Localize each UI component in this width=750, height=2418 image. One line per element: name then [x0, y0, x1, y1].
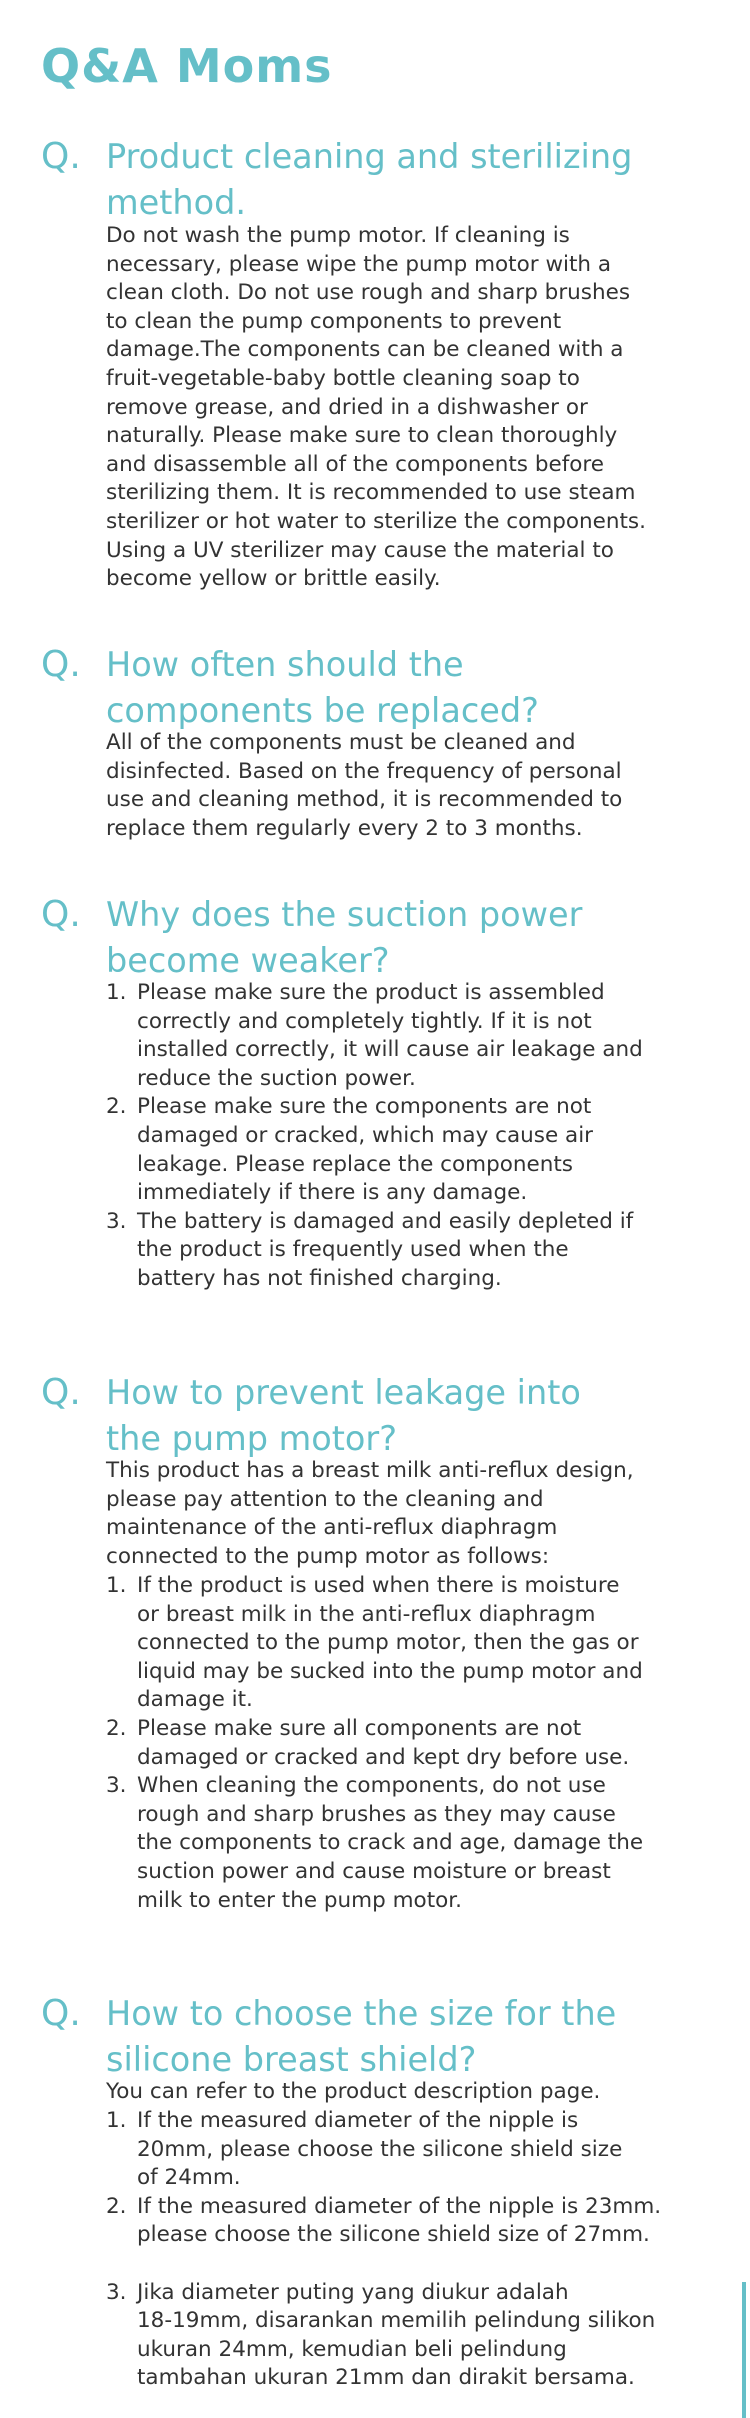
page-title: Q&A Moms	[41, 39, 333, 93]
list-item-number: 3.	[106, 2279, 127, 2305]
list-item-text: Please make sure all components are not damaged or cracked and kept dry before use.	[137, 1715, 630, 1770]
list-item-text: When cleaning the components, do not use rough and sharp brushes as they may cause the components to crack and age, damage the suction power and cause moisture or breast milk to enter the pump motor.	[137, 1773, 644, 1913]
list-item-text: Jika diameter puting yang diukur adalah 18-19mm, disarankan memilih pelindung silikon ukuran 24mm, kemudian beli pelindung tambahan ukuran 21mm dan dirakit bersama.	[137, 2279, 656, 2391]
list-item-text: If the measured diameter of the nipple is 23mm. please choose the silicone shield size of 27mm.	[137, 2193, 662, 2248]
side-accent-bar	[742, 2282, 746, 2418]
list-item	[106, 1772, 726, 1915]
answer-intro: You can refer to the product description page.	[106, 2079, 601, 2104]
list-item	[106, 2107, 726, 2193]
list-item	[106, 2279, 726, 2393]
list-item	[106, 1093, 726, 1207]
question-heading: How often should the components be replaced?	[106, 645, 539, 730]
list-item-text: Please make sure the product is assembled correctly and completely tightly. If it is not installed correctly, it will cause air leakage and reduce the suction power.	[137, 980, 643, 1091]
answer-list	[106, 2107, 726, 2393]
answer-intro: This product has a breast milk anti-reflux design, please pay attention to the cleaning and maintenance of the anti-reflux diaphragm connected to the pump motor as follows:	[106, 1458, 634, 1569]
q-marker: Q.	[41, 1372, 81, 1413]
list-item-text: Please make sure the components are not damaged or cracked, which may cause air leakage. Please replace the components immediately if there is any damage.	[137, 1094, 594, 1206]
question-heading: How to choose the size for the silicone breast shield?	[106, 1994, 617, 2079]
list-item-number: 3.	[106, 1208, 127, 1234]
question-heading: How to prevent leakage into the pump motor?	[106, 1373, 581, 1458]
list-item	[106, 1572, 726, 1715]
answer-list	[106, 1572, 726, 1915]
list-item	[106, 979, 726, 1093]
answer-text: All of the components must be cleaned and disinfected. Based on the frequency of personal use and cleaning method, it is recommended to replace them regularly every 2 to 3 months.	[106, 730, 623, 841]
question-heading: Why does the suction power become weaker?	[106, 895, 583, 980]
question-heading: Product cleaning and sterilizing method.	[106, 137, 633, 222]
q-marker: Q.	[41, 644, 81, 685]
list-item-number: 2.	[106, 1094, 127, 1120]
answer-list	[106, 979, 726, 1294]
list-item	[106, 1715, 726, 1772]
list-item-number: 2.	[106, 1715, 127, 1741]
list-item-text: The battery is damaged and easily depleted if the product is frequently used when the battery has not finished charging.	[137, 1208, 634, 1291]
list-item-number: 1.	[106, 2108, 127, 2133]
list-item	[106, 1208, 726, 1294]
list-item	[106, 2193, 726, 2250]
list-item-number: 2.	[106, 2193, 127, 2219]
answer-text: Do not wash the pump motor. If cleaning is necessary, please wipe the pump motor with a clean cloth. Do not use rough and sharp brushes to clean the pump components to prevent damage.The components can be cleaned with a fruit-vegetable-baby bottle cleaning soap to remove grease, and dried in a dishwasher or naturally. Please make sure to clean thoroughly and disassemble all of the components before sterilizing them. It is recommended to use steam sterilizer or hot water to sterilize the components. Using a UV sterilizer may cause the material to become yellow or brittle easily.	[106, 223, 646, 592]
q-marker: Q.	[41, 894, 81, 935]
q-marker: Q.	[41, 136, 81, 177]
list-item-text: If the measured diameter of the nipple is 20mm, please choose the silicone shield size of 24mm.	[137, 2108, 623, 2191]
list-item-number: 3.	[106, 1773, 127, 1799]
q-marker: Q.	[41, 1993, 81, 2034]
list-item-number: 1.	[106, 980, 127, 1005]
list-item-number: 1.	[106, 1573, 127, 1598]
list-item-text: If the product is used when there is moisture or breast milk in the anti-reflux diaphragm connected to the pump motor, then the gas or liquid may be sucked into the pump motor and damage it.	[137, 1573, 643, 1713]
